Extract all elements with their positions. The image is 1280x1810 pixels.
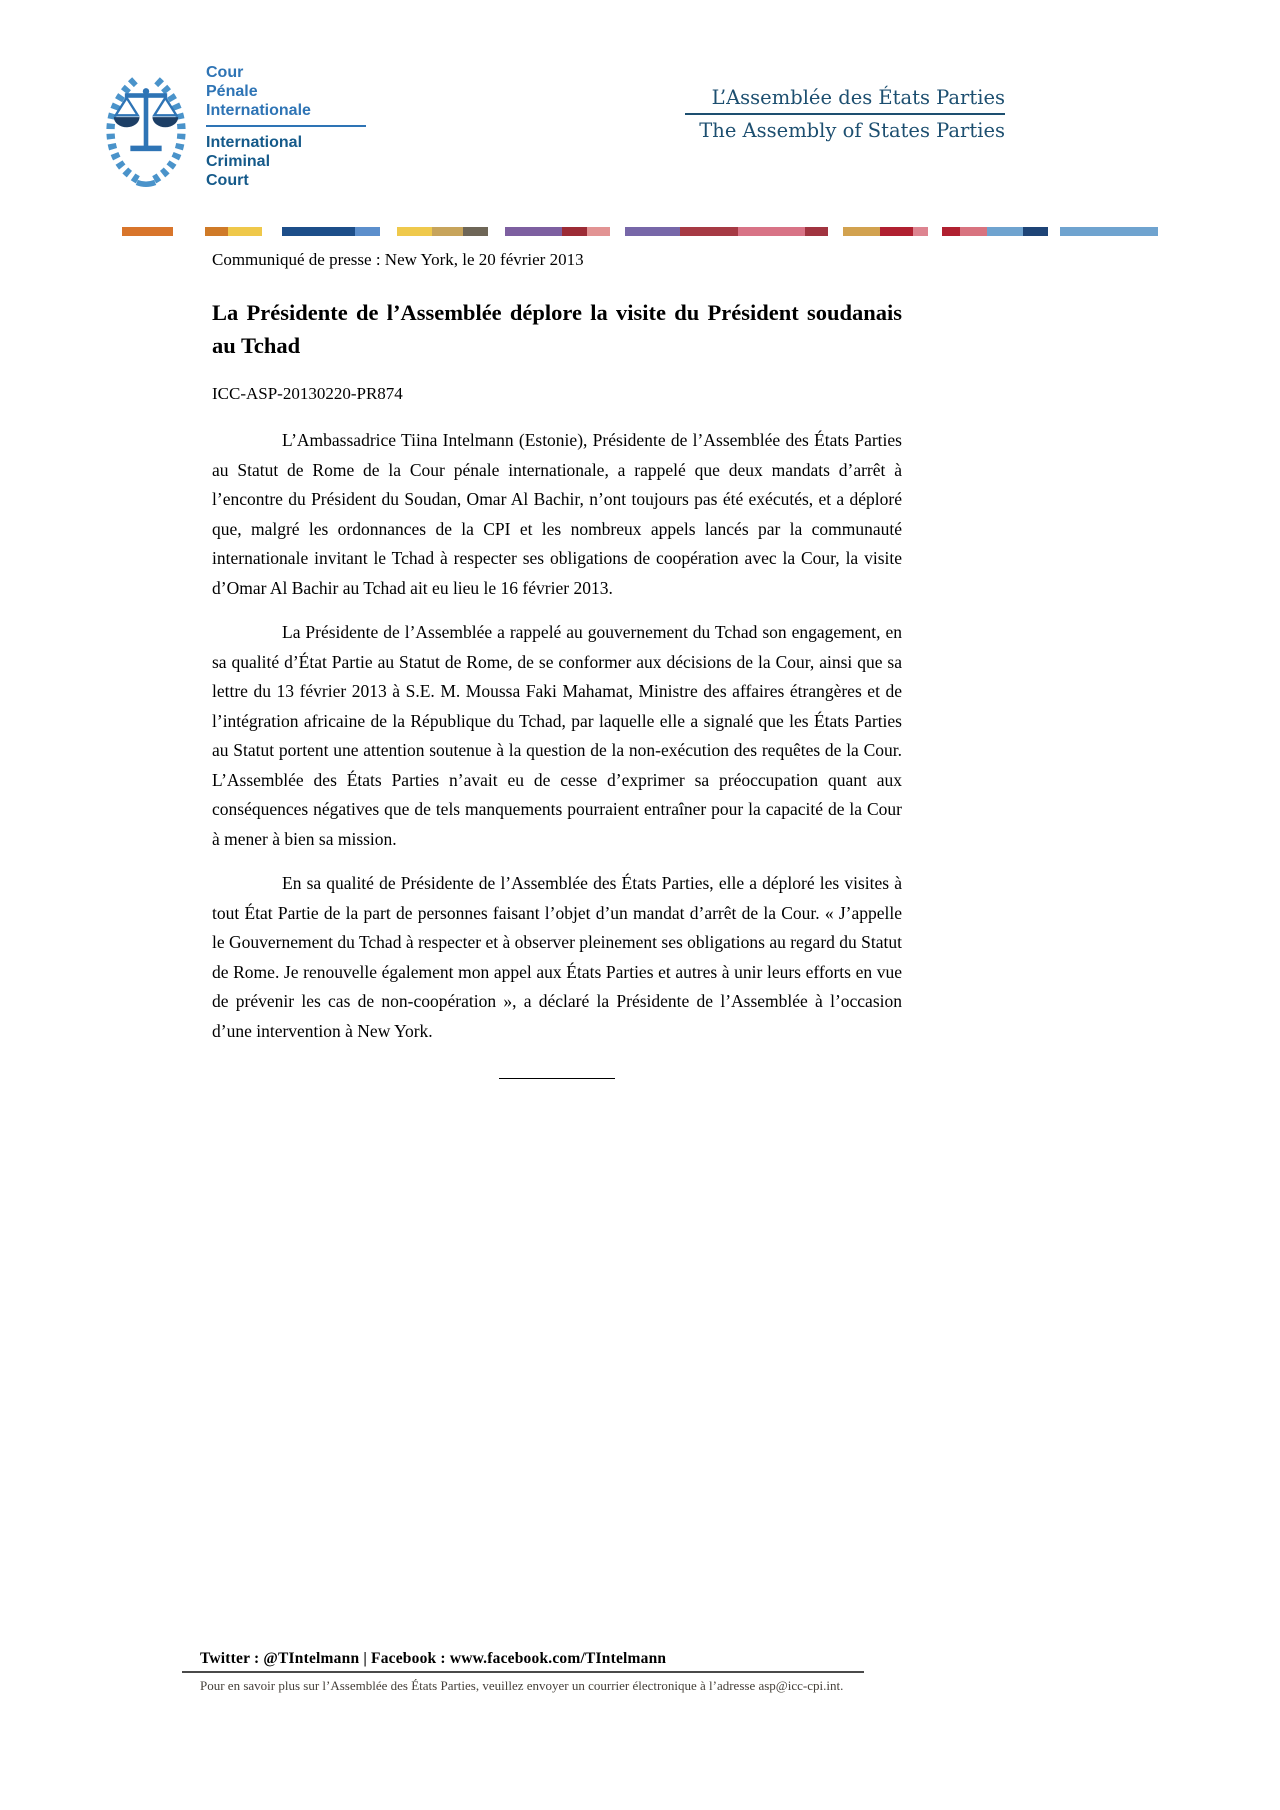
- logo-name-fr-line3: Internationale: [206, 102, 311, 119]
- icc-logo-text: [206, 58, 366, 192]
- logo-name-en-line2: Criminal: [206, 153, 271, 170]
- paragraph-2: La Présidente de l’Assemblée a rappelé au gouvernement du Tchad son engagement, en sa qualité d’État Partie au Statut de Rome, de se conformer aux décisions de la Cour, ainsi que sa lettre du 13 février 2013 à S.E. M. Moussa Faki Mahamat, Ministre des affaires étrangères et de l’intégration africaine de la République du Tchad, par laquelle elle a signalé que les États Parties au Statut portent une attention soutenue à la question de la non-exécution des requêtes de la Cour. L’Assemblée des États Parties n’avait eu de cesse d’exprimer sa préoccupation quant aux conséquences négatives que de tels manquements pourraient entraîner pour la capacité de la Cour à mener à bien sa mission.: [212, 622, 902, 849]
- footer-rule: [182, 1671, 864, 1673]
- end-of-text-separator: [499, 1078, 615, 1079]
- footer-contact-note: Pour en savoir plus sur l’Assemblée des États Parties, veuillez envoyer un courrier électronique à l’adresse asp@icc-cpi.int.: [200, 1678, 844, 1693]
- paragraph-3: En sa qualité de Présidente de l’Assemblée des États Parties, elle a déploré les visites à tout État Partie de la part de personnes faisant l’objet d’un mandat d’arrêt de la Cour. « J’appelle le Gouvernement du Tchad à respecter et à observer pleinement ses obligations au regard du Statut de Rome. Je renouvelle également mon appel aux États Parties et autres à unir leurs efforts en vue de prévenir les cas de non-coopération », a déclaré la Présidente de l’Assemblée à l’occasion d’une intervention à New York.: [212, 873, 902, 1041]
- assembly-header: [685, 86, 1005, 142]
- logo-name-fr-line1: Cour: [206, 64, 244, 81]
- logo-name-en-line1: International: [206, 134, 303, 151]
- logo-name-fr-line2: Pénale: [206, 83, 258, 100]
- logo-name-en-line3: Court: [206, 172, 249, 189]
- laurel-wreath-scales-icon: [100, 68, 192, 192]
- social-media-line: Twitter : @TIntelmann | Facebook : www.facebook.com/TIntelmann: [200, 1650, 667, 1667]
- paragraph-1: L’Ambassadrice Tiina Intelmann (Estonie), Présidente de l’Assemblée des États Parties au Statut de Rome de la Cour pénale internationale, a rappelé que deux mandats d’arrêt à l’encontre du Président du Soudan, Omar Al Bachir, n’ont toujours pas été exécutés, et a déploré que, malgré les ordonnances de la CPI et les nombreux appels lancés par la communauté internationale invitant le Tchad à respecter ses obligations de coopération avec la Cour, la visite d’Omar Al Bachir au Tchad ait eu lieu le 16 février 2013.: [212, 430, 902, 598]
- logo-divider-line: [206, 125, 366, 127]
- decorative-color-band: [122, 227, 1158, 236]
- document-reference-number: ICC-ASP-20130220-PR874: [212, 384, 403, 403]
- page-title: La Présidente de l’Assemblée déplore la visite du Président soudanais au Tchad: [212, 300, 902, 358]
- page-footer: [182, 1650, 864, 1694]
- assembly-title-fr: L’Assemblée des États Parties: [711, 86, 1005, 109]
- assembly-title-en: The Assembly of States Parties: [699, 118, 1005, 142]
- icc-logo: [100, 58, 366, 192]
- document-body: [212, 250, 902, 1079]
- assembly-header-rule: [685, 113, 1005, 115]
- press-release-dateline: Communiqué de presse : New York, le 20 février 2013: [212, 250, 584, 269]
